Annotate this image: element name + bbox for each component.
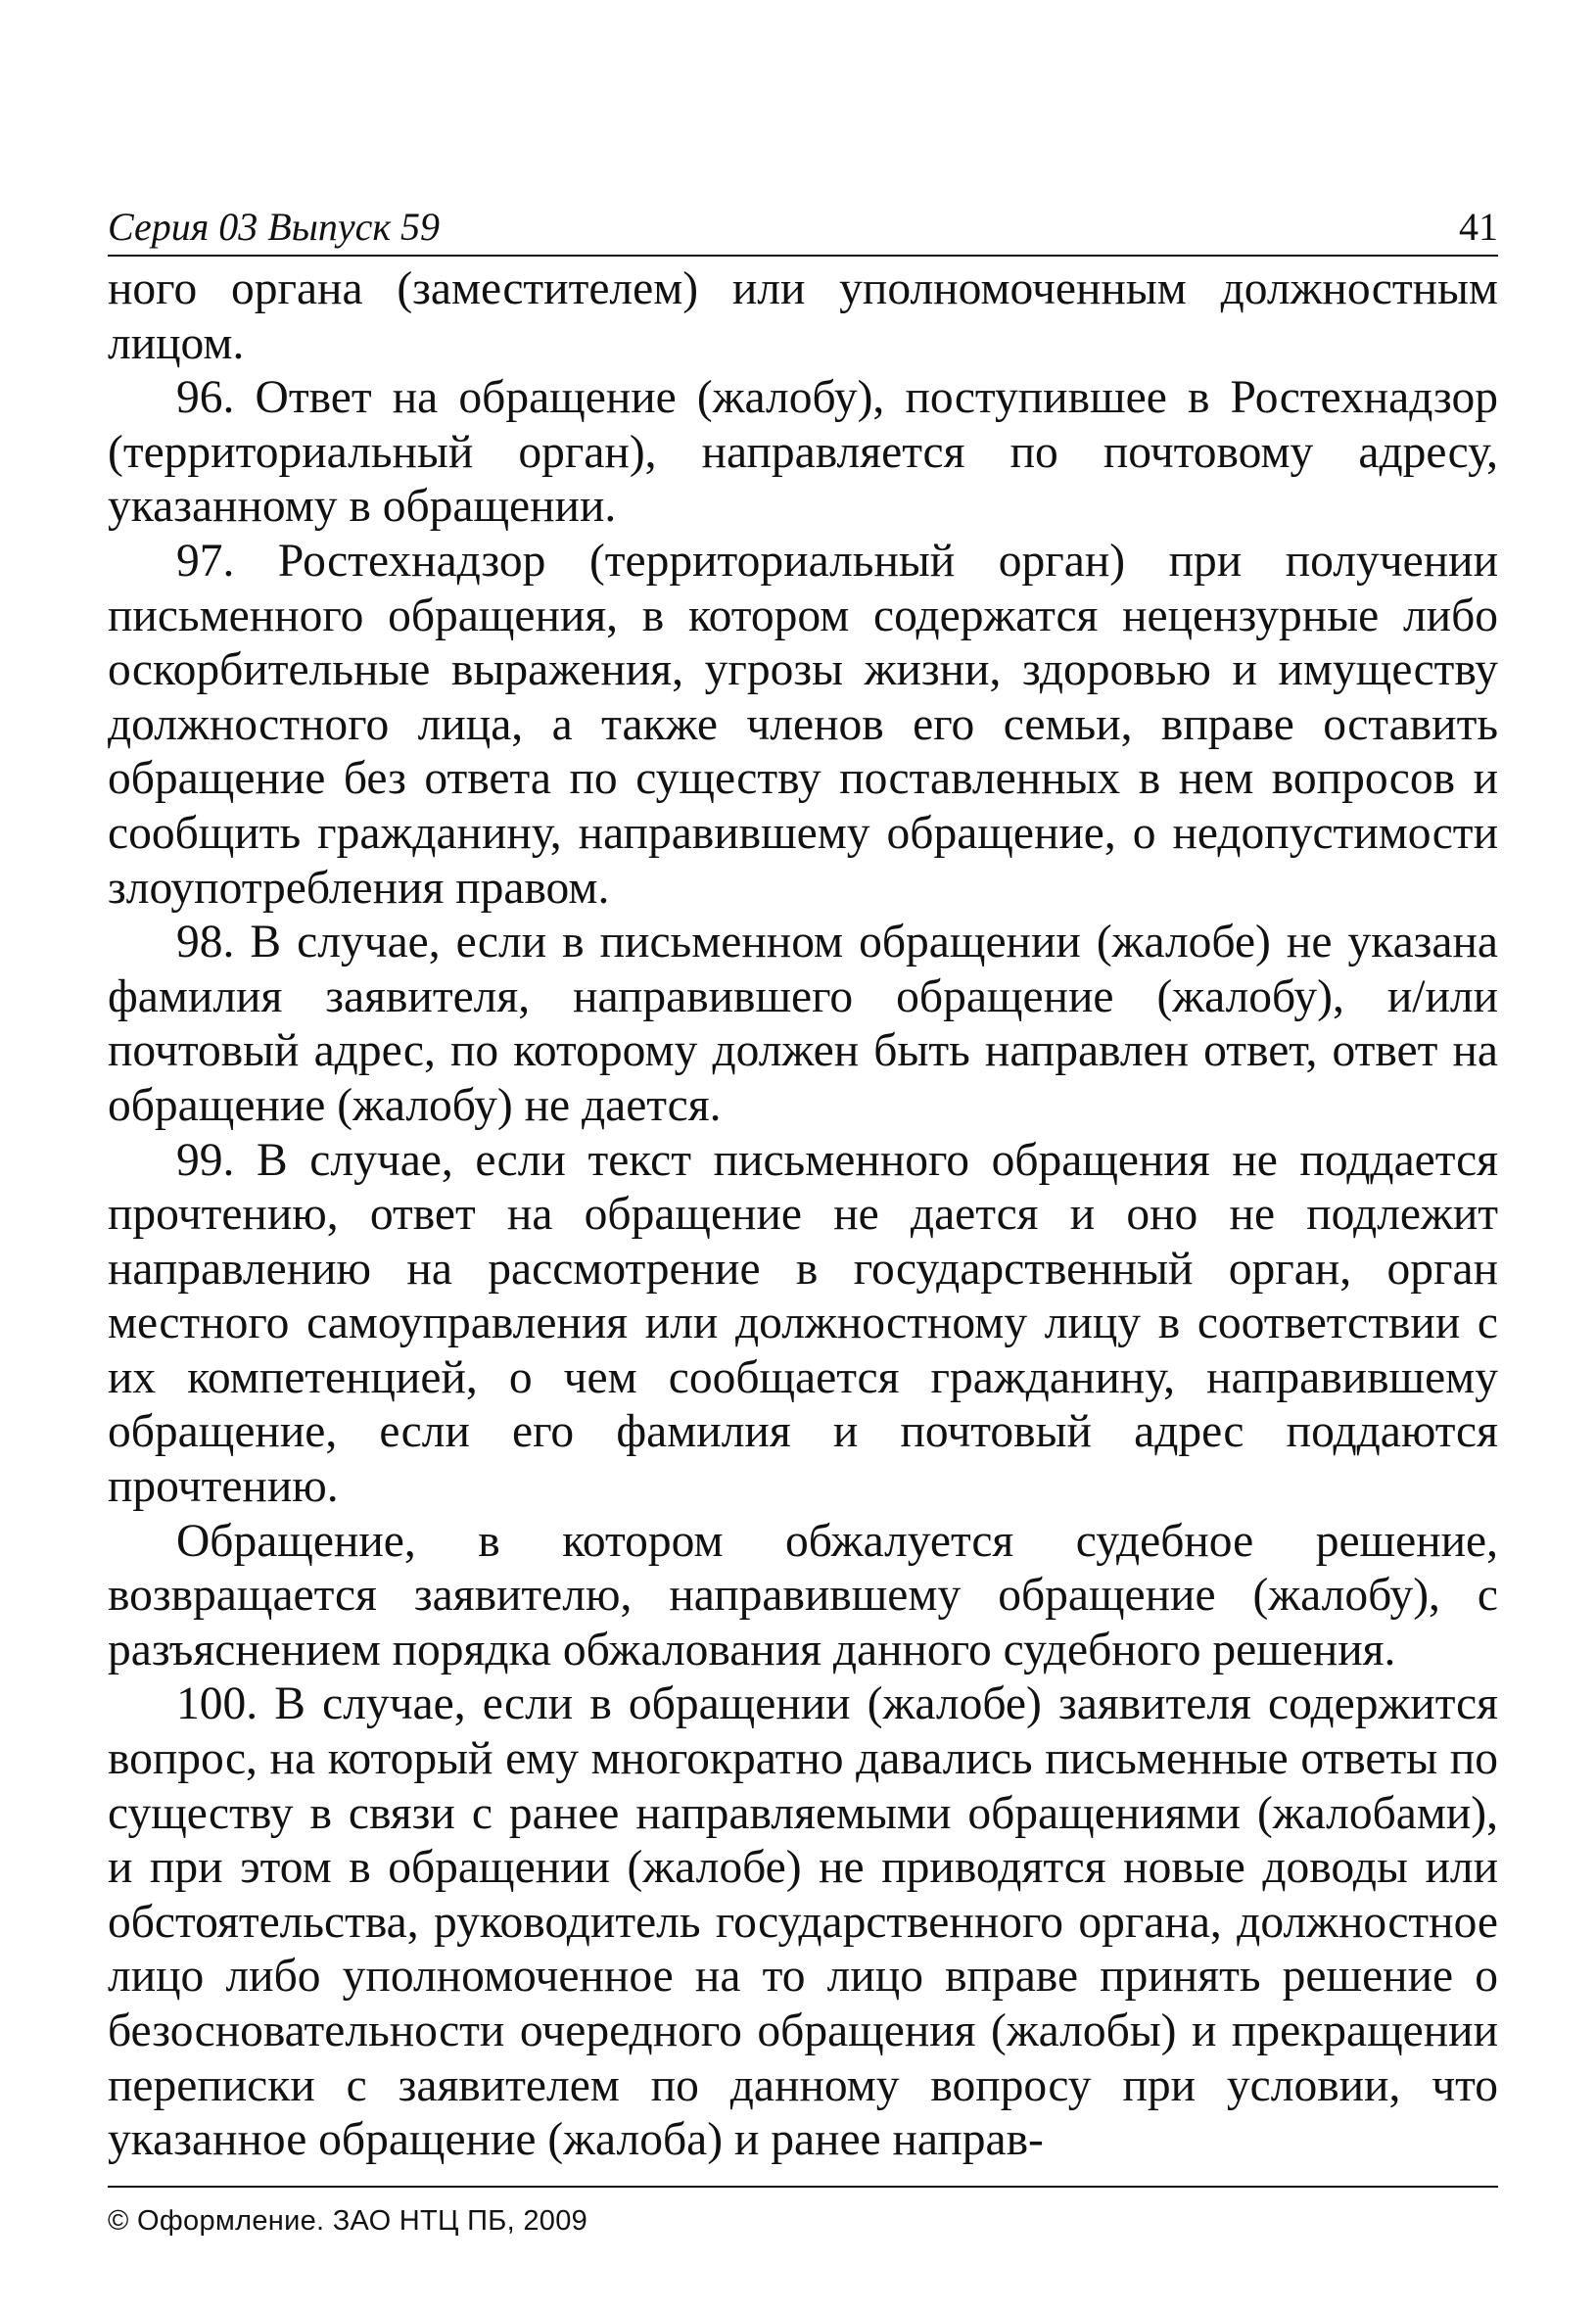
copyright-notice: © Оформление. ЗАО НТЦ ПБ, 2009: [108, 2205, 588, 2237]
paragraph-99-court-decision: Обращение, в котором обжалуется судебное решение, возвращается заявителю, направившему обращение (жалобу), с разъяснением порядка обжалования данного судебного решения.: [108, 1515, 1498, 1675]
footer-rule: [108, 2186, 1498, 2197]
paragraph-98: 98. В случае, если в письменном обращении (жалобе) не указана фамилия заявителя, направившего обращение (жалобу), и/или почтовый адрес, по которому должен быть направлен ответ, ответ на обращение (жалобу) не дается.: [108, 917, 1498, 1131]
paragraph-97: 97. Ростехнадзор (территориальный орган) при получении письменного обращения, в котором содержатся нецензурные либо оскорбительные выражения, угрозы жизни, здоровью и имуществу должностного лица, а также членов его семьи, вправе оставить обращение без ответа по существу поставленных в нем вопросов и сообщить гражданину, направившему обращение, о недопустимости злоупотребления правом.: [108, 535, 1498, 914]
document-body: [108, 262, 1498, 2168]
paragraph-99: 99. В случае, если текст письменного обращения не поддается прочтению, ответ на обращение не дается и оно не подлежит направлению на рассмотрение в государственный орган, орган местного самоуправления или должностному лицу в соответствии с их компетенцией, о чем сообщается гражданину, направившему обращение, если его фамилия и почтовый адрес поддаются прочтению.: [108, 1134, 1498, 1513]
paragraph-100: 100. В случае, если в обращении (жалобе) заявителя содержится вопрос, на который ему многократно давались письменные ответы по существу в связи с ранее направляемыми обращениями (жалобами), и при этом в обращении (жалобе) не приводятся новые доводы или обстоятельства, руководитель государственного органа, должностное лицо либо уполномоченное на то лицо вправе принять решение о безосновательности очередного обращения (жалобы) и прекращении переписки с заявителем по данному вопросу при условии, что указанное обращение (жалоба) и ранее направ-: [108, 1678, 1498, 2166]
page-number: 41: [1459, 205, 1498, 249]
paragraph-continuation: ного органа (заместителем) или уполномоченным должностным лицом.: [108, 263, 1498, 369]
series-label: Серия 03 Выпуск 59: [108, 205, 441, 249]
paragraph-96: 96. Ответ на обращение (жалобу), поступившее в Ростехнадзор (территориальный орган), направляется по почтовому адресу, указанному в обращении.: [108, 372, 1498, 533]
running-header: [108, 196, 1498, 257]
